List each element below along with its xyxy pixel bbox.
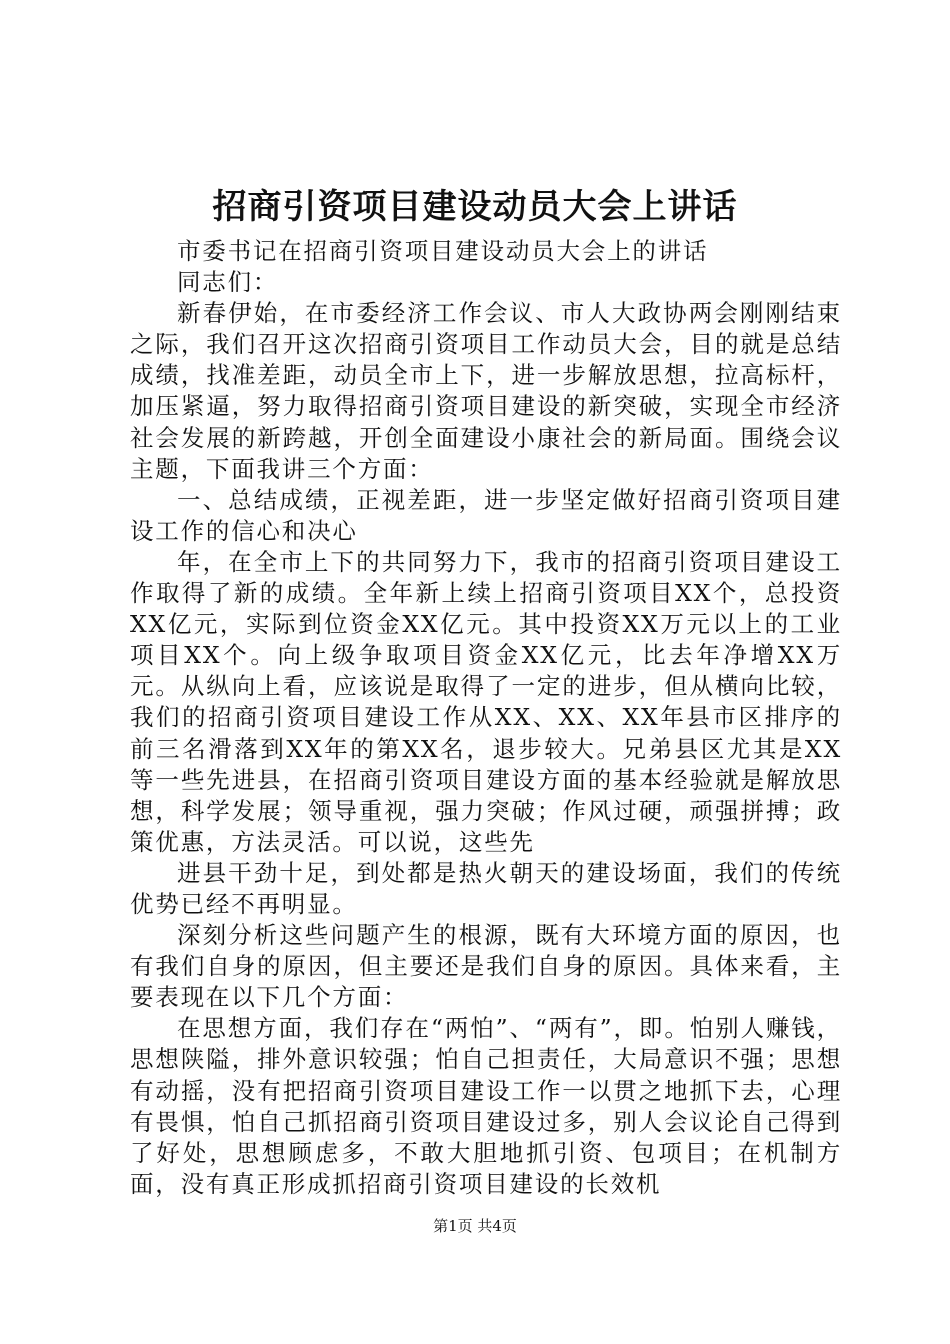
section-heading: 一、总结成绩，正视差距，进一步坚定做好招商引资项目建设工作的信心和决心 [130,485,842,545]
salutation-paragraph: 同志们： [177,268,279,297]
document-body [130,236,842,1200]
document-title: 招商引资项目建设动员大会上讲话 [212,187,738,227]
body-paragraph: 年，在全市上下的共同努力下，我市的招商引资项目建设工作取得了新的成绩。全年新上续上招商引资项目XX个，总投资XX亿元，实际到位资金XX亿元。其中投资XX万元以上的工业项目XX个。向上级争取项目资金XX亿元，比去年净增XX万元。从纵向上看，应该说是取得了一定的进步，但从横向比较，我们的招商引资项目建设工作从XX、XX、XX年县市区排序的前三名滑落到XX年的第XX名，退步较大。兄弟县区尤其是XX等一些先进县，在招商引资项目建设方面的基本经验就是解放思想，科学发展；领导重视，强力突破；作风过硬，顽强拼搏；政策优惠，方法灵活。可以说，这些先 [130,547,842,856]
body-paragraph: 在思想方面，我们存在“两怕”、“两有”，即。怕别人赚钱，思想陕隘，排外意识较强；怕自己担责任，大局意识不强；思想有动摇，没有把招商引资项目建设工作一以贯之地抓下去，心理有畏惧，怕自己抓招商引资项目建设过多，别人会议论自己得到了好处，思想顾虑多，不敢大胆地抓引资、包项目；在机制方面，没有真正形成抓招商引资项目建设的长效机 [130,1014,842,1198]
subtitle-paragraph: 市委书记在招商引资项目建设动员大会上的讲话 [177,237,709,265]
body-paragraph: 新春伊始，在市委经济工作会议、市人大政协两会刚刚结束之际，我们召开这次招商引资项目工作动员大会，目的就是总结成绩，找准差距，动员全市上下，进一步解放思想，拉高标杆，加压紧逼，努力取得招商引资项目建设的新突破，实现全市经济社会发展的新跨越，开创全面建设小康社会的新局面。围绕会议主题，下面我讲三个方面： [130,299,842,483]
body-paragraph: 深刻分析这些问题产生的根源，既有大环境方面的原因，也有我们自身的原因，但主要还是我们自身的原因。具体来看，主要表现在以下几个方面： [130,921,842,1012]
page-footer: 第1页 共4页 [433,1217,517,1235]
body-paragraph: 进县干劲十足，到处都是热火朝天的建设场面，我们的传统优势已经不再明显。 [130,858,842,918]
